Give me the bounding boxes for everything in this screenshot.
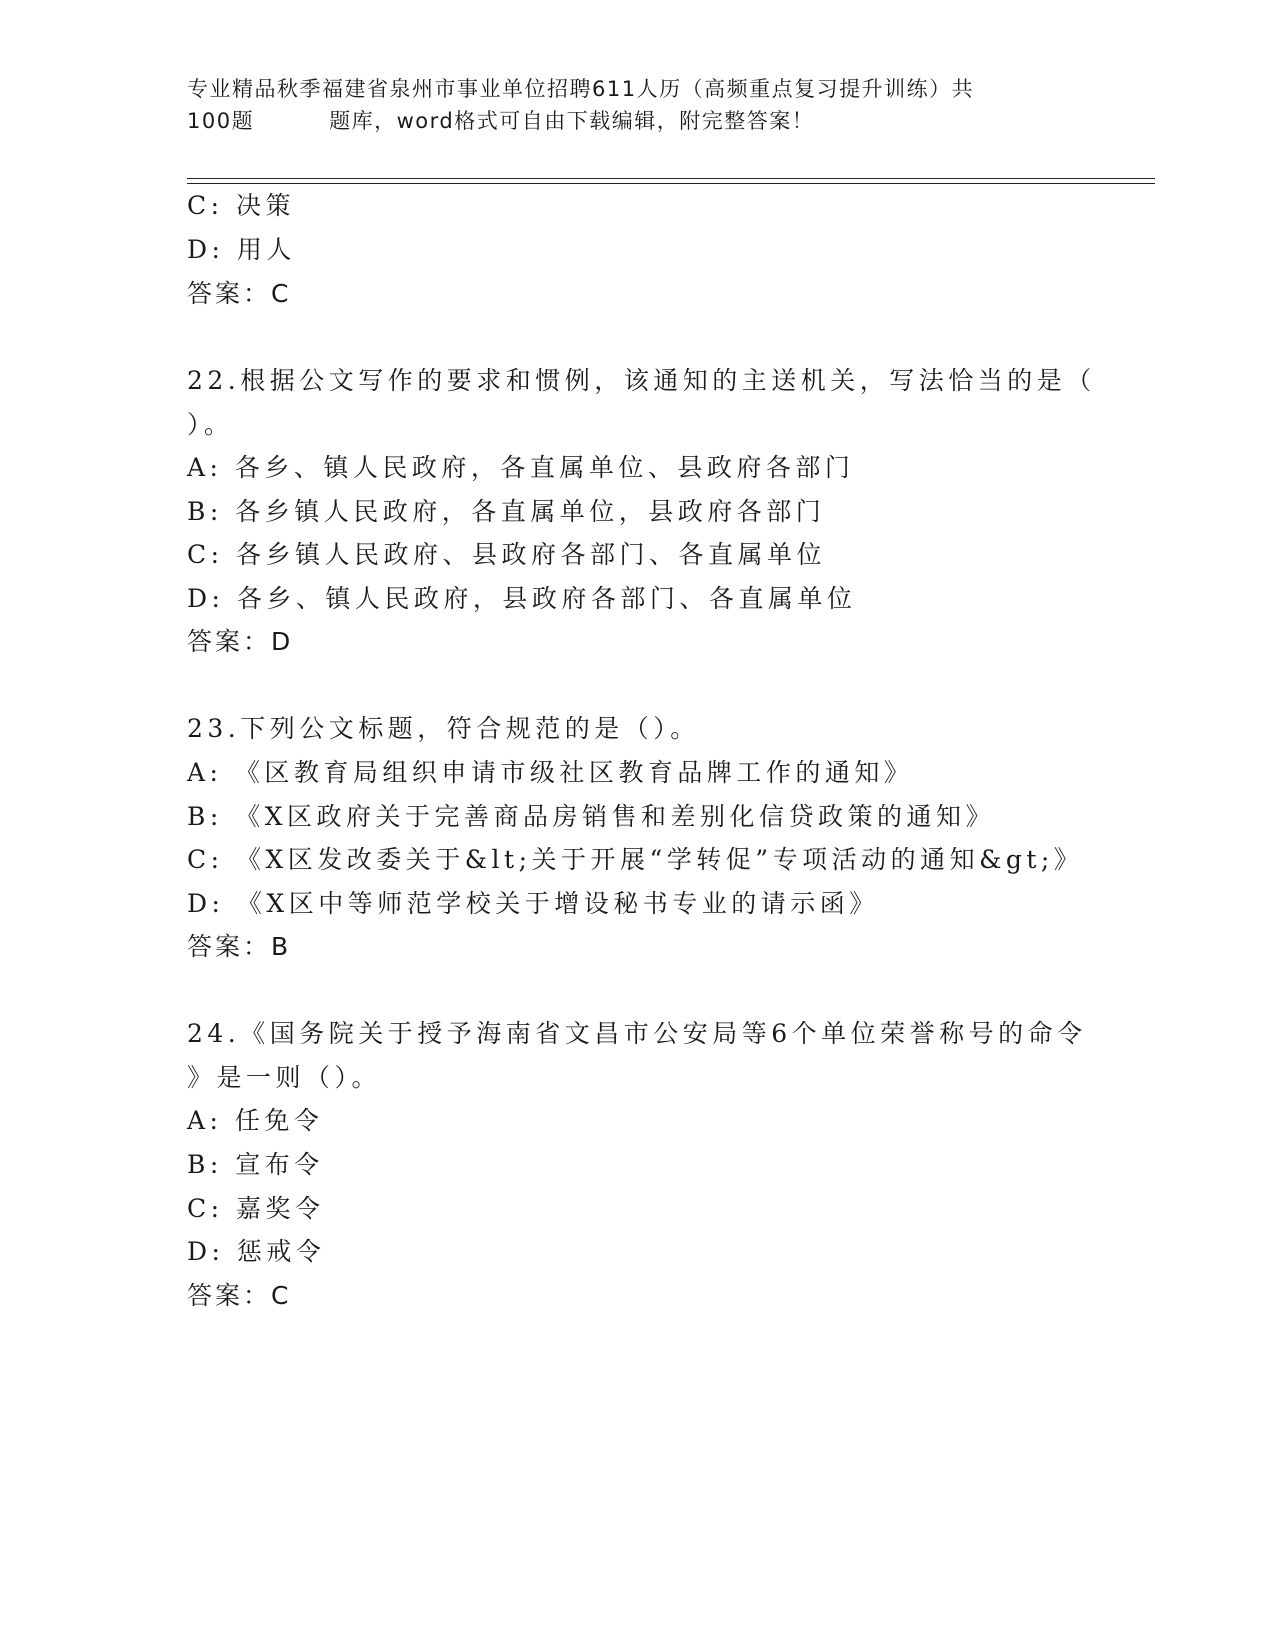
q24-answer: 答案：C — [187, 1281, 292, 1310]
q22-answer: 答案：D — [187, 627, 294, 656]
prev-option-c: C: 决策 — [187, 191, 295, 220]
prev-answer: 答案：C — [187, 279, 292, 308]
q23-option-a: A: 《区教育局组织申请市级社区教育品牌工作的通知》 — [187, 758, 914, 787]
page-header — [187, 73, 1087, 137]
header-divider-bottom — [187, 183, 1155, 184]
q23-option-c: C: 《X区发改委关于&lt;关于开展“学转促”专项活动的通知&gt;》 — [187, 845, 1084, 874]
q23-option-b: B: 《X区政府关于完善商品房销售和差别化信贷政策的通知》 — [187, 802, 996, 831]
header-title-line1: 专业精品秋季福建省泉州市事业单位招聘611人历（高频重点复习提升训练）共 — [187, 77, 975, 101]
q24-stem-line2: 》是一则（）。 — [187, 1063, 382, 1092]
header-count: 100题 — [187, 109, 255, 133]
q23-option-d: D: 《X区中等师范学校关于增设秘书专业的请示函》 — [187, 889, 879, 918]
q23-answer: 答案：B — [187, 932, 292, 961]
q22-option-c: C: 各乡镇人民政府、县政府各部门、各直属单位 — [187, 540, 826, 569]
q22-stem-line1: 22.根据公文写作的要求和惯例，该通知的主送机关，写法恰当的是（ — [187, 366, 1096, 395]
header-divider-top — [187, 178, 1155, 179]
q22-option-a: A: 各乡、镇人民政府，各直属单位、县政府各部门 — [187, 453, 855, 482]
q22-option-b: B: 各乡镇人民政府，各直属单位，县政府各部门 — [187, 497, 826, 526]
q23-stem-line1: 23.下列公文标题，符合规范的是（）。 — [187, 714, 700, 743]
q24-option-d: D: 惩戒令 — [187, 1237, 326, 1266]
q24-stem-line1: 24.《国务院关于授予海南省文昌市公安局等6个单位荣誉称号的命令 — [187, 1019, 1087, 1048]
q22-option-d: D: 各乡、镇人民政府，县政府各部门、各直属单位 — [187, 584, 857, 613]
q24-option-b: B: 宣布令 — [187, 1150, 324, 1179]
q22-stem-line2: ）。 — [187, 410, 234, 439]
q24-option-a: A: 任免令 — [187, 1106, 324, 1135]
q24-option-c: C: 嘉奖令 — [187, 1194, 325, 1223]
header-description: 题库，word格式可自由下载编辑，附完整答案！ — [329, 109, 815, 133]
header-title-line2 — [187, 105, 1087, 137]
prev-option-d: D: 用人 — [187, 235, 296, 264]
